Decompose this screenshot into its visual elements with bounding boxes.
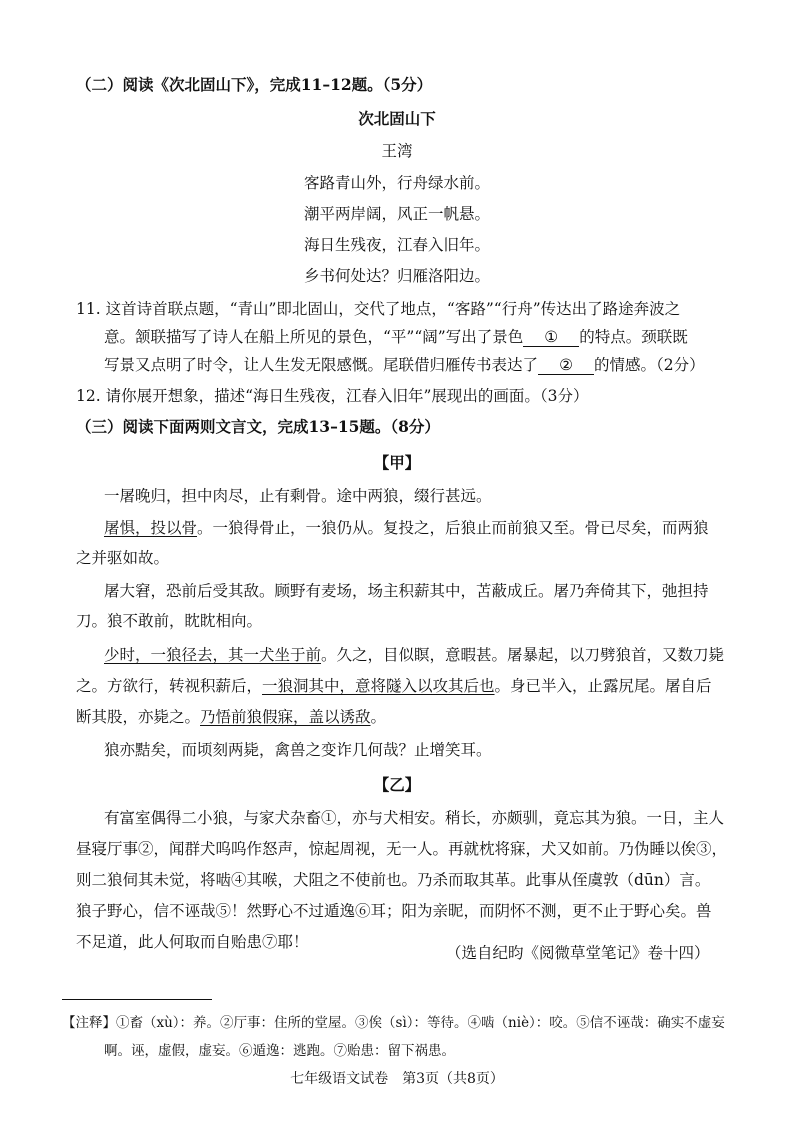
- footnote-divider: [62, 999, 212, 1000]
- question-11-line-3: [104, 354, 705, 376]
- underlined-sentence: 乃悟前狼假寐，盖以诱敌: [200, 708, 371, 726]
- answer-blank-1[interactable]: ①: [523, 328, 579, 347]
- passage-text: 。身已半入，止露尻尾。屠自后: [494, 677, 712, 695]
- question-11-line-2: [104, 326, 688, 348]
- poem-line-3: 海日生残夜，江春入旧年。: [303, 236, 490, 254]
- passage-text: 断其股，亦毙之。: [76, 708, 201, 726]
- passage-jia-paragraph-4-end: [76, 706, 386, 728]
- underlined-sentence: 屠惧，投以骨: [104, 519, 198, 537]
- passage-text: 。: [370, 708, 387, 726]
- underlined-sentence: 一狼洞其中，意将隧入以攻其后也: [262, 677, 495, 695]
- poem-author: 王湾: [381, 142, 413, 160]
- question-11-text: 的特点。颈联既: [579, 328, 688, 346]
- passage-yi-line-2: 昼寝厅事②，闻群犬呜呜作怒声，惊起周视，无一人。再就枕将寐，犬又如前。乃伪睡以俟③，: [76, 840, 728, 858]
- section3-heading: （三）阅读下面两则文言文，完成13–15题。（8分）: [76, 417, 440, 436]
- passage-yi-line-5: 不足道，此人何取而自贻患⑦耶！: [76, 933, 309, 951]
- question-12: 12. 请你展开想象，描述“海日生残夜，江春入旧年”展现出的画面。（3分）: [76, 387, 589, 405]
- question-11-text: 写景又点明了时令，让人生发无限感慨。尾联借归雁传书表达了: [104, 356, 539, 374]
- passage-jia-paragraph-3-cont: 刀。狼不敢前，眈眈相向。: [76, 612, 263, 630]
- page-footer: 七年级语文试卷 第3页（共8页）: [290, 1071, 504, 1087]
- passage-jia-paragraph-5: 狼亦黠矣，而顷刻两毙，禽兽之变诈几何哉？止增笑耳。: [104, 741, 492, 759]
- passage-jia-label: 【甲】: [373, 453, 421, 472]
- question-11-text: 的情感。（2分）: [594, 356, 705, 374]
- passage-yi-line-1: 有富室偶得二小狼，与家犬杂畜①，亦与犬相安。稍长，亦颇驯，竟忘其为狼。一日，主人: [104, 809, 725, 827]
- passage-jia-paragraph-4-cont: [76, 675, 712, 697]
- notes-line-2: 啊。诬，虚假，虚妄。⑥遁逸：逃跑。⑦贻患：留下祸患。: [104, 1043, 455, 1059]
- notes-line-1: 【注释】①畜（xù）：养。②厅事：住所的堂屋。③俟（sì）：等待。④啮（niè）：咬。⑤信不诬哉：确实不虚妄: [62, 1015, 725, 1031]
- answer-blank-2[interactable]: ②: [538, 356, 594, 375]
- passage-text: 之。方欲行，转视积薪后，: [76, 677, 263, 695]
- poem-line-1: 客路青山外，行舟绿水前。: [303, 174, 490, 192]
- passage-text: 。久之，目似瞑，意暇甚。屠暴起，以刀劈狼首，又数刀毙: [321, 646, 725, 664]
- passage-text: 。一狼得骨止，一狼仍从。复投之，后狼止而前狼又至。骨已尽矣，而两狼: [197, 519, 709, 537]
- passage-yi-source: （选自纪昀《阅微草堂笔记》卷十四）: [446, 944, 710, 962]
- passage-yi-line-4: 狼子野心，信不诬哉⑤！然野心不过遁逸⑥耳；阳为亲昵，而阴怀不测，更不止于野心矣。兽: [76, 902, 712, 920]
- poem-line-4: 乡书何处达？归雁洛阳边。: [303, 267, 490, 285]
- section2-heading: （二）阅读《次北固山下》，完成11–12题。（5分）: [76, 75, 433, 94]
- passage-jia-paragraph-2: [104, 517, 709, 539]
- passage-jia-paragraph-4: [104, 644, 724, 666]
- passage-jia-paragraph-2-cont: 之并驱如故。: [76, 549, 170, 567]
- passage-jia-paragraph-3: 屠大窘，恐前后受其敌。顾野有麦场，场主积薪其中，苫蔽成丘。屠乃奔倚其下，弛担持: [104, 582, 709, 600]
- question-11-text: 意。颔联描写了诗人在船上所见的景色，“平”“阔”写出了景色: [104, 328, 524, 346]
- passage-yi-line-3: 则二狼伺其未觉，将啮④其喉，犬阻之不使前也。乃杀而取其革。此事从侄虞敦（dūn）言。: [76, 871, 711, 889]
- poem-line-2: 潮平两岸阔，风正一帆悬。: [303, 205, 490, 223]
- poem-title: 次北固山下: [358, 109, 436, 128]
- passage-jia-paragraph-1: 一屠晚归，担中肉尽，止有剩骨。途中两狼，缀行甚远。: [104, 487, 492, 505]
- question-11-line-1: 11. 这首诗首联点题，“青山”即北固山，交代了地点，“客路”“行舟”传达出了路途奔波之: [76, 300, 681, 318]
- passage-yi-label: 【乙】: [373, 775, 421, 794]
- underlined-sentence: 少时，一狼径去，其一犬坐于前: [104, 646, 322, 664]
